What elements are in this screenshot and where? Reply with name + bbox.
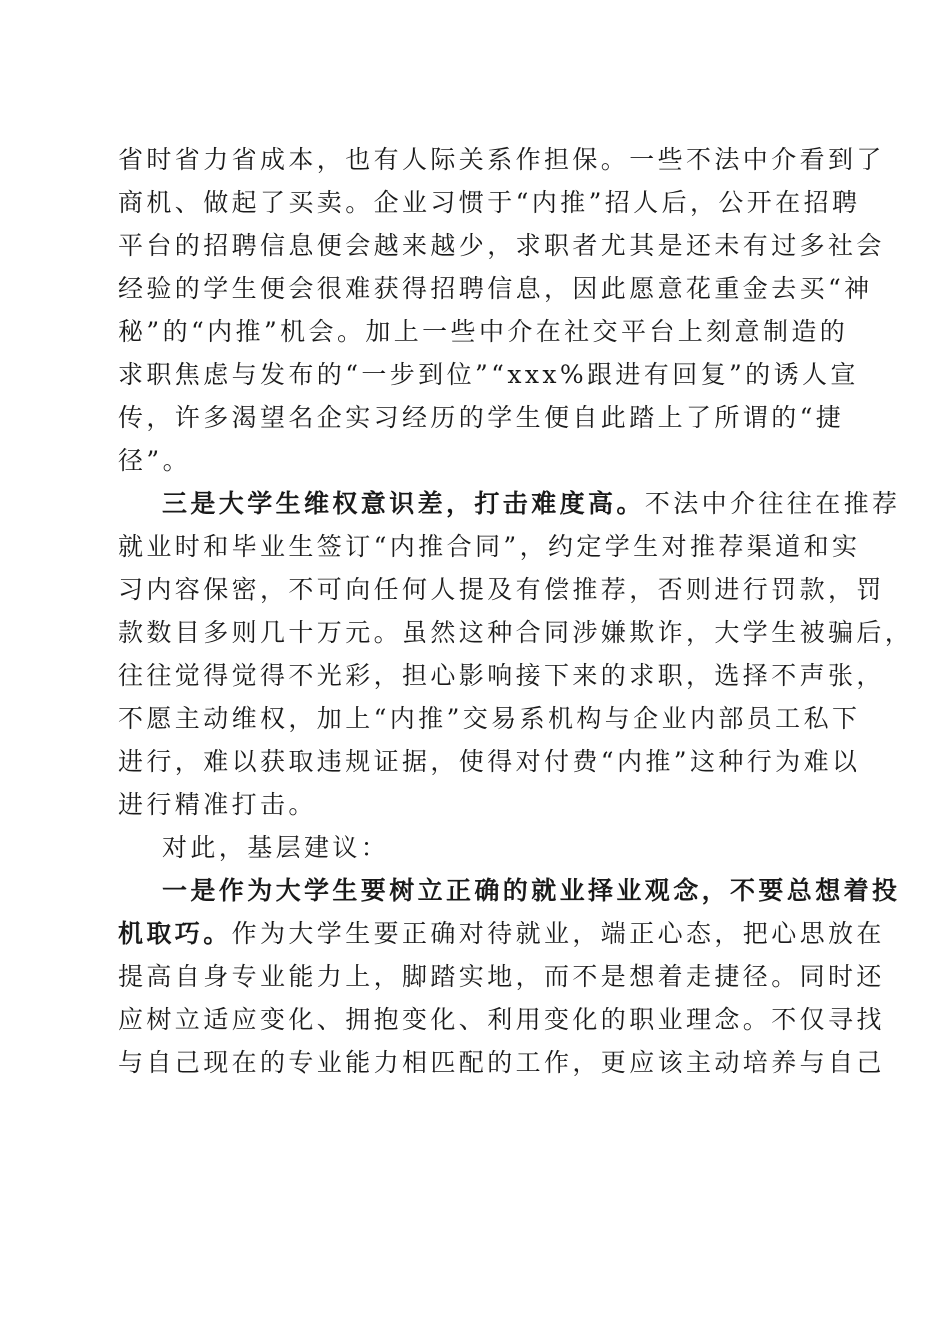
body-line-20: 提高自身专业能力上，脚踏实地，而不是想着走捷径。同时还	[118, 962, 885, 991]
body-line-14: 不愿主动维权，加上“内推”交易系机构与企业内部员工私下	[118, 704, 861, 733]
body-line-10: 就业时和毕业生签订“内推合同”，约定学生对推荐渠道和实	[118, 532, 861, 561]
body-line-3: 平台的招聘信息便会越来越少，求职者尤其是还未有过多社会	[118, 231, 885, 260]
suggestion-one-line-2	[118, 916, 885, 952]
body-line-22: 与自己现在的专业能力相匹配的工作，更应该主动培养与自己	[118, 1048, 885, 1077]
body-line-12: 款数目多则几十万元。虽然这种合同涉嫌欺诈，大学生被骗后，	[118, 618, 914, 647]
body-line-7: 传，许多渴望名企实习经历的学生便自此踏上了所谓的“捷	[118, 403, 845, 432]
paragraph-three-text: 不法中介往往在推荐	[644, 489, 901, 518]
suggestion-one-heading: 一是作为大学生要树立正确的就业择业观念，不要总想着投	[162, 876, 901, 905]
body-line-1: 省时省力省成本，也有人际关系作担保。一些不法中介看到了	[118, 145, 885, 174]
suggestion-intro: 对此，基层建议：	[162, 833, 390, 862]
body-line-6: 求职焦虑与发布的“一步到位”“xxx%跟进有回复”的诱人宣	[118, 360, 859, 389]
suggestion-one-text: 作为大学生要正确对待就业，端正心态，把心思放在	[231, 919, 885, 948]
suggestion-one-heading-end: 机取巧。	[118, 919, 232, 948]
body-line-8: 径”。	[118, 446, 191, 475]
paragraph-three-heading: 三是大学生维权意识差，打击难度高。	[162, 489, 645, 518]
body-line-13: 往往觉得觉得不光彩，担心影响接下来的求职，选择不声张，	[118, 661, 885, 690]
body-line-15: 进行，难以获取违规证据，使得对付费“内推”这种行为难以	[118, 747, 861, 776]
body-line-4: 经验的学生便会很难获得招聘信息，因此愿意花重金去买“神	[118, 274, 873, 303]
paragraph-three-first-line	[162, 486, 900, 522]
body-line-5: 秘”的“内推”机会。加上一些中介在社交平台上刻意制造的	[118, 317, 849, 346]
body-line-11: 习内容保密，不可向任何人提及有偿推荐，否则进行罚款，罚	[118, 575, 885, 604]
body-line-16: 进行精准打击。	[118, 790, 317, 819]
body-line-21: 应树立适应变化、拥抱变化、利用变化的职业理念。不仅寻找	[118, 1005, 885, 1034]
body-line-2: 商机、做起了买卖。企业习惯于“内推”招人后，公开在招聘	[118, 188, 861, 217]
